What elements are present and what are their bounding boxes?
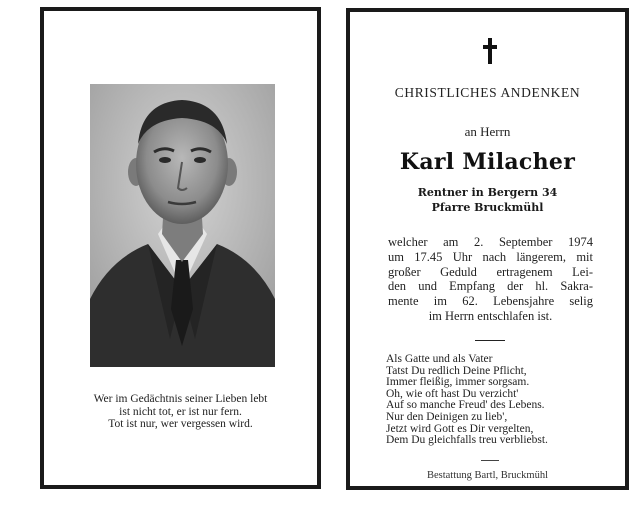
cross-icon [483, 38, 497, 64]
quote-line: ist nicht tot, er ist nur fern. [119, 405, 242, 418]
poem-line: Immer fleißig, immer sorgsam. [386, 376, 530, 389]
poem-line: Dem Du gleichfalls treu verbliebst. [386, 434, 548, 447]
poem-line: Auf so manche Freud' des Lebens. [386, 399, 545, 412]
obituary-line: großer Geduld ertragenem Lei- [388, 264, 593, 279]
memorial-card-front [40, 7, 321, 489]
poem-line: Tatst Du redlich Deine Pflicht, [386, 364, 527, 377]
salutation: an Herrn [464, 124, 511, 139]
portrait-image [90, 84, 275, 367]
poem-line: Nur den Deinigen zu lieb', [386, 410, 508, 423]
poem-line: Jetzt wird Gott es Dir vergelten, [386, 422, 534, 435]
portrait-photo [90, 84, 275, 367]
divider [475, 340, 505, 341]
obituary-text [388, 235, 593, 324]
memorial-quote [44, 393, 317, 431]
obituary-line: den und Empfang der hl. Sakra- [388, 279, 593, 294]
poem-line: Als Gatte und als Vater [386, 353, 493, 365]
obituary-line: im Herrn entschlafen ist. [428, 308, 553, 323]
obituary-line: welcher am 2. September 1974 [388, 235, 593, 249]
quote-line: Tot ist nur, wer vergessen wird. [108, 418, 253, 430]
funeral-home: Bestattung Bartl, Bruckmühl [426, 470, 549, 481]
deceased-name: Karl Milacher [399, 149, 576, 175]
poem-line: Oh, wie oft hast Du verzicht' [386, 387, 519, 400]
memorial-poem [386, 354, 548, 447]
parish: Pfarre Bruckmühl [431, 201, 544, 214]
memorial-card-back [346, 8, 629, 490]
occupation-address: Rentner in Bergern 34 [417, 186, 558, 199]
card-header: CHRISTLICHES ANDENKEN [394, 85, 581, 100]
quote-line: Wer im Gedächtnis seiner Lieben lebt [93, 393, 268, 405]
obituary-line: um 17.45 Uhr nach längerem, mit [388, 249, 593, 264]
divider-small [481, 460, 499, 461]
obituary-line: mente im 62. Lebensjahre selig [388, 294, 593, 309]
